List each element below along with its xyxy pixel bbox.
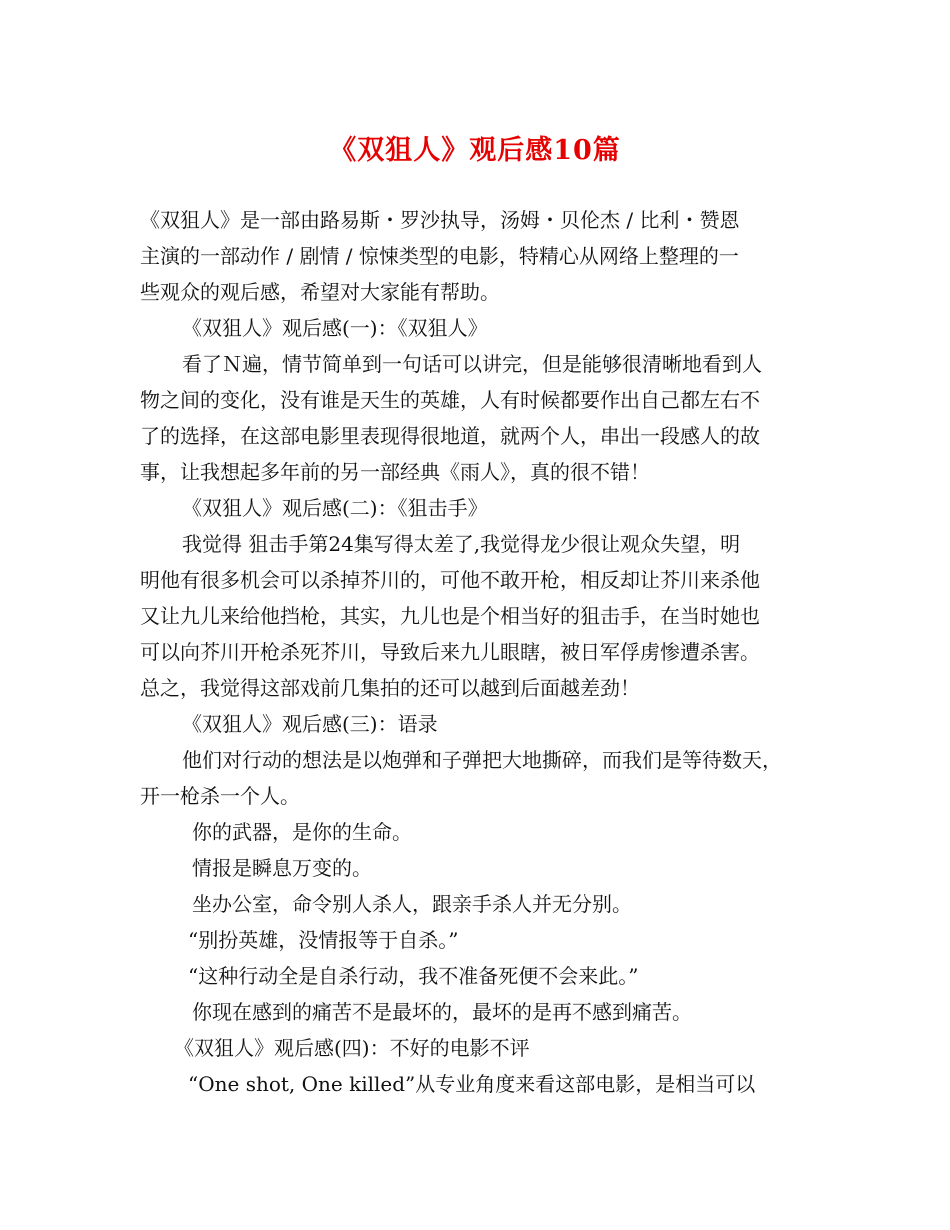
intro-line: 主演的一部动作 / 剧情 / 惊悚类型的电影，特精心从网络上整理的一 [140,244,739,268]
quote-line: “这种行动全是自杀行动，我不准备死便不会来此。” [188,964,639,988]
quote-line: 你现在感到的痛苦不是最坏的，最坏的是再不感到痛苦。 [192,1000,692,1024]
section-heading-1: 《双狙人》观后感(一)：《双狙人》 [182,316,488,340]
page-title: 《双狙人》观后感10篇 [329,135,621,166]
paragraph-line: 我觉得 狙击手第24集写得太差了,我觉得龙少很让观众失望，明 [182,532,741,556]
quote-line: “别扮英雄，没情报等于自杀。” [188,928,459,952]
paragraph-line: 开一枪杀一个人。 [140,784,300,808]
quote-line: 你的武器，是你的生命。 [192,820,412,844]
intro-line: 《双狙人》是一部由路易斯・罗沙执导，汤姆・贝伦杰 / 比利・赞恩 [140,208,740,232]
quote-line: 坐办公室，命令别人杀人，跟亲手杀人并无分别。 [192,892,632,916]
paragraph-line: 事，让我想起多年前的另一部经典《雨人》，真的很不错！ [140,460,650,484]
paragraph-line: 他们对行动的想法是以炮弹和子弹把大地撕碎，而我们是等待数天， [182,748,782,772]
paragraph-line: 明他有很多机会可以杀掉芥川的，可他不敢开枪，相反却让芥川来杀他 [140,568,760,592]
paragraph-line: “One shot, One killed”从专业角度来看这部电影，是相当可以 [188,1072,756,1096]
paragraph-line: 了的选择，在这部电影里表现得很地道，就两个人，串出一段感人的故 [140,424,760,448]
paragraph-line: 总之，我觉得这部戏前几集拍的还可以越到后面越差劲！ [140,676,640,700]
paragraph-line: 物之间的变化，没有谁是天生的英雄，人有时候都要作出自己都左右不 [140,388,760,412]
paragraph-line: 又让九儿来给他挡枪，其实，九儿也是个相当好的狙击手，在当时她也 [140,604,760,628]
article-body [140,202,830,1102]
paragraph-line: 可以向芥川开枪杀死芥川，导致后来九儿眼瞎，被日军俘虏惨遭杀害。 [140,640,760,664]
paragraph-line: 看了Ｎ遍，情节简单到一句话可以讲完，但是能够很清晰地看到人 [182,352,762,376]
quote-line: 情报是瞬息万变的。 [192,856,372,880]
intro-line: 些观众的观后感，希望对大家能有帮助。 [140,280,500,304]
section-heading-2: 《双狙人》观后感(二)：《狙击手》 [182,496,488,520]
section-heading-3: 《双狙人》观后感(三)：语录 [182,712,438,736]
section-heading-4: 《双狙人》观后感(四)：不好的电影不评 [174,1036,530,1060]
